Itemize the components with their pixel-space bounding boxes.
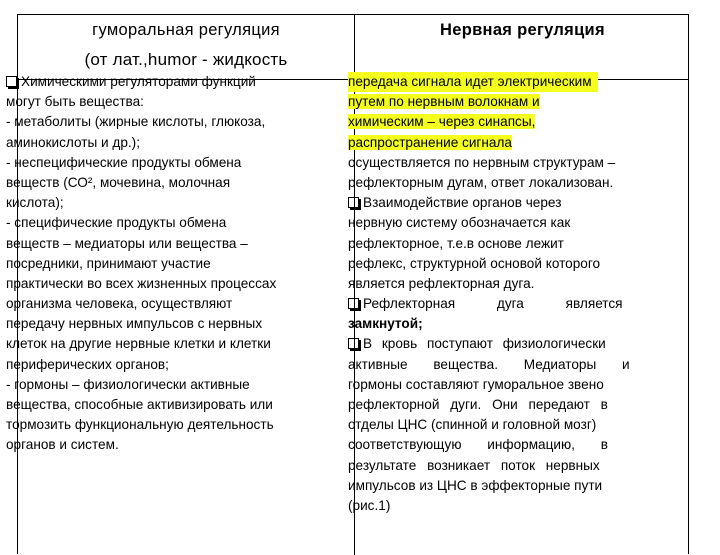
text-line: органов и систем. xyxy=(6,437,119,453)
text-line-highlighted: распространение сигнала xyxy=(348,134,512,150)
text-line: рефлекторное, т.е.в основе лежит xyxy=(348,235,564,251)
text-line: результате возникает поток нервных xyxy=(348,457,600,473)
right-column-text xyxy=(348,72,668,516)
text-line: вещества, способные активизировать или xyxy=(6,397,273,412)
text-line: кислота); xyxy=(6,195,64,211)
left-header-title: гуморальная регуляция xyxy=(92,21,280,39)
text-line-highlighted: путем по нервным волокнам и xyxy=(348,94,540,110)
text-line: передачу нервных импульсов с нервных xyxy=(6,316,263,332)
text-line: рефлекс, структурной основой которого xyxy=(348,255,601,271)
text-line: посредники, принимают участие xyxy=(6,255,211,271)
checkbox-square-icon xyxy=(348,338,359,349)
text-line: отделы ЦНС (спинной и головной мозг) xyxy=(348,417,597,433)
text-line: практически во всех жизненных процессах xyxy=(6,275,277,291)
text-line: активные вещества. Медиаторы и xyxy=(348,356,630,372)
text-line: Взаимодействие органов через xyxy=(348,193,668,213)
checkbox-square-icon xyxy=(348,298,359,309)
left-column-text xyxy=(6,72,330,456)
text-line: организма человека, осуществляют xyxy=(6,296,233,312)
text-line: рефлекторным дугам, ответ локализован. xyxy=(348,174,614,190)
text-line: клеток на другие нервные клетки и клетки xyxy=(6,336,271,352)
text-line-highlighted: химическим – через синапсы, xyxy=(348,114,536,130)
text-line: периферических органов; xyxy=(6,356,169,372)
text-line: тормозить функциональную деятельность xyxy=(6,417,274,433)
checkbox-square-icon xyxy=(348,197,359,208)
text-line-highlighted: передача сигнала идет электрическим xyxy=(348,72,668,92)
text-line: могут быть вещества: xyxy=(6,94,144,110)
text-line: Химическими регуляторами функций xyxy=(6,72,330,92)
text-line: - специфические продукты обмена xyxy=(6,215,227,231)
text-line: веществ – медиаторы или вещества – xyxy=(6,235,248,251)
text-line: импульсов из ЦНС в эффекторные пути xyxy=(348,477,603,493)
text-line: нервную систему обозначается как xyxy=(348,215,571,231)
text-line: осуществляется по нервным структурам – xyxy=(348,154,616,170)
checkbox-square-icon xyxy=(6,76,17,87)
text-line: аминокислоты и др.); xyxy=(6,134,140,150)
text-line: В кровь поступают физиологически xyxy=(348,334,668,354)
text-line: рефлекторной дуги. Они передают в xyxy=(348,397,608,412)
text-line: Рефлекторная дуга является xyxy=(348,294,668,314)
text-line: веществ (СО², мочевина, молочная xyxy=(6,174,231,190)
text-line: - гормоны – физиологически активные xyxy=(6,376,250,392)
text-line: является рефлекторная дуга. xyxy=(348,275,535,291)
text-line: гормоны составляют гуморальное звено xyxy=(348,376,604,392)
text-line: - неспецифические продукты обмена xyxy=(6,154,242,170)
text-line: - метаболиты (жирные кислоты, глюкоза, xyxy=(6,114,266,130)
text-line: соответствующую информацию, в xyxy=(348,437,608,453)
text-line: (рис.1) xyxy=(348,497,391,513)
text-line: замкнутой; xyxy=(348,316,423,332)
left-header-subtitle: (от лат.,humor - жидкость xyxy=(84,50,288,69)
right-header-title: Нервная регуляция xyxy=(440,21,605,39)
